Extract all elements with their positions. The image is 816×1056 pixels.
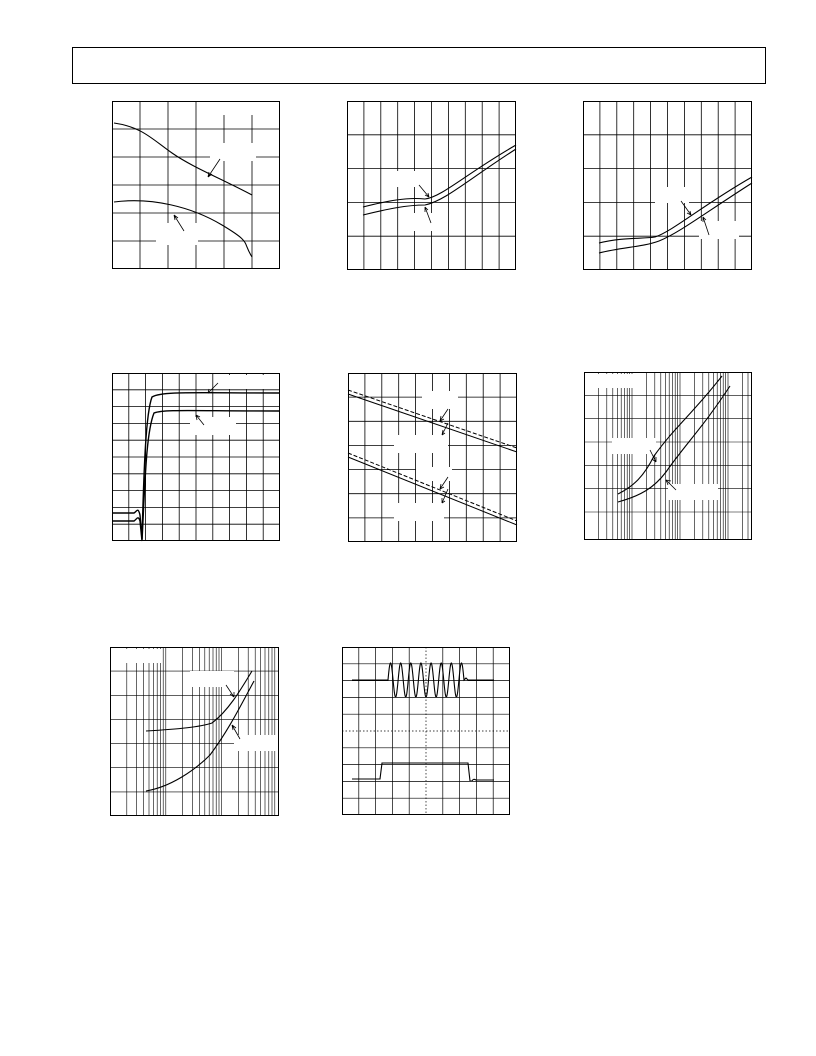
figure-1-label-mask-2 bbox=[210, 143, 256, 161]
figure-4-plot bbox=[112, 373, 280, 541]
figure-6-curve-upper bbox=[618, 376, 722, 494]
figure-8-gate-waveform bbox=[352, 763, 494, 781]
figure-5-label-mask-4 bbox=[394, 503, 444, 521]
figure-3-label-mask-1 bbox=[655, 187, 689, 203]
figure-2-grid bbox=[347, 101, 516, 270]
figure-5-arrows bbox=[440, 409, 448, 503]
figure-7-label-mask-2 bbox=[190, 671, 234, 687]
figure-4-label-mask-1 bbox=[216, 375, 264, 389]
figure-2-plot bbox=[347, 101, 516, 270]
figure-7-label-mask-1 bbox=[122, 649, 162, 663]
figure-3-plot bbox=[583, 101, 752, 270]
figure-1-label-mask-1 bbox=[216, 101, 256, 115]
figure-6-grid bbox=[584, 372, 752, 540]
figure-5-label-mask-1 bbox=[422, 391, 458, 409]
figure-6-label-mask-1 bbox=[596, 374, 636, 388]
page-header-box bbox=[72, 47, 766, 84]
figure-2-label-mask-2 bbox=[407, 213, 447, 231]
figure-6-frame bbox=[585, 373, 752, 540]
figure-2-curve-upper bbox=[363, 145, 516, 207]
figure-6-plot bbox=[584, 372, 752, 540]
figure-6-label-mask-3 bbox=[668, 484, 718, 500]
figure-8-grid bbox=[342, 647, 510, 815]
figure-2-label-mask-1 bbox=[391, 171, 425, 187]
figure-7-label-mask-3 bbox=[234, 735, 278, 751]
figure-5-plot bbox=[348, 373, 517, 542]
figure-1-label-mask-3 bbox=[156, 223, 198, 245]
figure-1-plot bbox=[112, 101, 280, 269]
figure-4-grid bbox=[112, 373, 280, 541]
figure-6-label-mask-2 bbox=[612, 438, 656, 454]
figure-3-grid bbox=[583, 101, 752, 270]
figure-5-label-mask-2 bbox=[394, 435, 448, 453]
figure-7-plot bbox=[110, 647, 279, 816]
figure-8-burst-waveform bbox=[352, 663, 494, 697]
figure-8-plot bbox=[342, 647, 510, 815]
